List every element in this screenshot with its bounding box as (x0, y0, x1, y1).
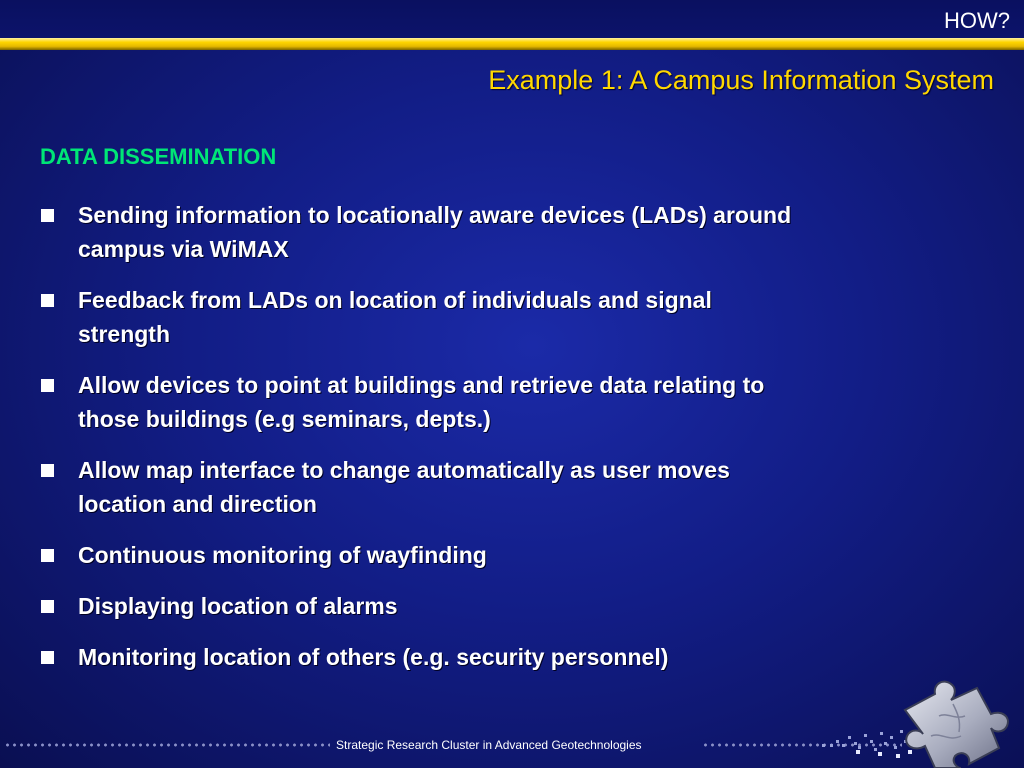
bullet-item (40, 453, 980, 521)
bullet-item (40, 283, 980, 351)
square-bullet-icon (41, 651, 54, 664)
section-subheading: DATA DISSEMINATION (40, 144, 277, 169)
bullet-item (40, 368, 980, 436)
bullet-text-line: Feedback from LADs on location of individuals and signal (78, 287, 712, 313)
bullet-item (40, 198, 980, 266)
gold-divider (0, 38, 1024, 50)
bullet-text-line: Continuous monitoring of wayfinding (78, 542, 487, 568)
section-tag: HOW? (944, 8, 1010, 33)
square-bullet-icon (41, 294, 54, 307)
bullet-item (40, 589, 980, 623)
square-bullet-icon (41, 549, 54, 562)
square-bullet-icon (41, 379, 54, 392)
bullet-text-line: strength (78, 321, 170, 347)
bullet-list (40, 198, 980, 691)
square-bullet-icon (41, 464, 54, 477)
slide-title: Example 1: A Campus Information System (488, 65, 994, 95)
bullet-item (40, 640, 980, 674)
bullet-item (40, 538, 980, 572)
footer-dotted-rule-left (4, 743, 330, 747)
bullet-text-line: Allow devices to point at buildings and retrieve data relating to (78, 372, 765, 398)
header-band (0, 0, 1024, 40)
puzzle-piece-icon (895, 676, 1024, 768)
bullet-text-line: Monitoring location of others (e.g. security personnel) (78, 644, 669, 670)
bullet-text-line: Displaying location of alarms (78, 593, 398, 619)
bullet-text-line: Allow map interface to change automatically as user moves (78, 457, 730, 483)
bullet-text-line: campus via WiMAX (78, 236, 289, 262)
square-bullet-icon (41, 600, 54, 613)
footer-text: Strategic Research Cluster in Advanced Geotechnologies (336, 738, 642, 752)
bullet-text-line: location and direction (78, 491, 317, 517)
square-bullet-icon (41, 209, 54, 222)
bullet-text-line: Sending information to locationally aware devices (LADs) around (78, 202, 792, 228)
bullet-text-line: those buildings (e.g seminars, depts.) (78, 406, 491, 432)
